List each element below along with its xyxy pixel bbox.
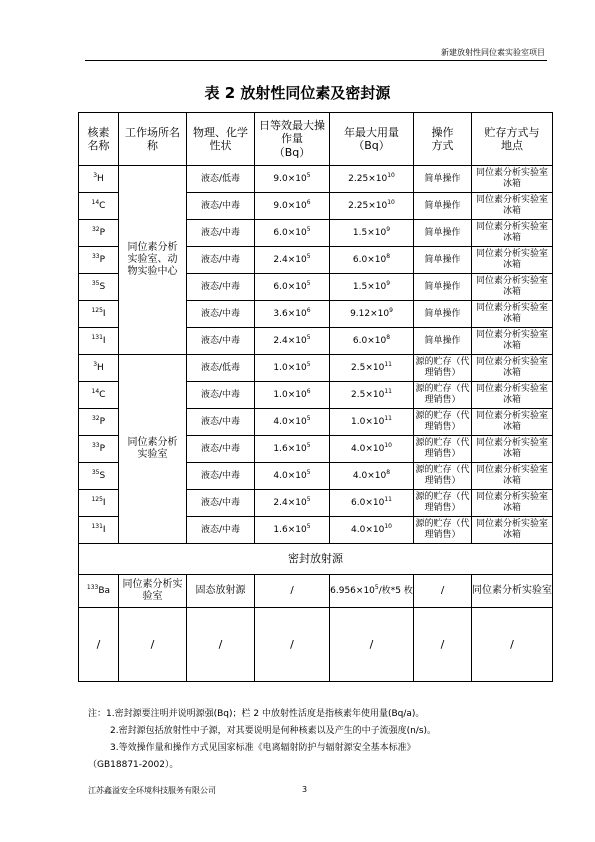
value-exponent: 5 bbox=[374, 583, 379, 591]
element-symbol: S bbox=[99, 470, 106, 481]
slash-text: / bbox=[510, 637, 514, 651]
value-mantissa: 1.5×10 bbox=[352, 227, 387, 238]
value-exponent: 9 bbox=[389, 306, 393, 314]
storage-text: 同位素分析实验室冰箱 bbox=[475, 276, 548, 297]
cell-empty bbox=[187, 608, 255, 682]
cell-daily-max bbox=[255, 247, 330, 274]
cell-form bbox=[187, 436, 255, 463]
mass-number: 33 bbox=[91, 441, 100, 449]
storage-text: 同位素分析实验室冰箱 bbox=[475, 465, 548, 486]
mass-number: 3 bbox=[93, 171, 98, 179]
cell-empty bbox=[119, 608, 187, 682]
element-symbol: Ba bbox=[98, 585, 111, 596]
cell-nuclide bbox=[79, 328, 119, 355]
cell-form bbox=[187, 220, 255, 247]
cell-annual-max bbox=[330, 274, 414, 301]
operation-text: 简单操作 bbox=[424, 254, 461, 265]
value-exponent: 9 bbox=[386, 279, 391, 287]
element-symbol: C bbox=[99, 389, 106, 400]
value-exponent: 5 bbox=[306, 279, 311, 287]
header-text: 贮存方式与 地点 bbox=[484, 125, 540, 152]
cell-storage bbox=[472, 436, 553, 463]
value-exponent: 5 bbox=[306, 252, 311, 260]
cell-form bbox=[187, 274, 255, 301]
value-exponent: 8 bbox=[386, 252, 391, 260]
storage-text: 同位素分析实验室冰箱 bbox=[475, 357, 548, 378]
cell-location bbox=[119, 166, 187, 355]
value-exponent: 5 bbox=[306, 468, 311, 476]
element-symbol: C bbox=[99, 200, 106, 211]
cell-location bbox=[119, 355, 187, 544]
cell-operation bbox=[414, 166, 472, 193]
element-symbol: H bbox=[97, 173, 104, 184]
operation-text: 源的贮存（代理销售） bbox=[415, 384, 470, 405]
page-number: 3 bbox=[302, 785, 308, 794]
header-text: 核素 名称 bbox=[87, 125, 110, 152]
mass-number: 133 bbox=[86, 583, 99, 591]
value-mantissa: 4.0×10 bbox=[273, 416, 307, 427]
cell-operation bbox=[414, 517, 472, 544]
location-text: 同位素分析 实验室、动 物实验中心 bbox=[127, 242, 178, 277]
value-mantissa: 1.0×10 bbox=[273, 389, 307, 400]
cell-form bbox=[187, 166, 255, 193]
cell-operation bbox=[414, 436, 472, 463]
table-row bbox=[79, 166, 553, 193]
value-mantissa: 9.0×10 bbox=[273, 173, 307, 184]
isotope-table bbox=[78, 112, 553, 682]
storage-text: 同位素分析实验室冰箱 bbox=[475, 519, 548, 540]
col-header-operation bbox=[414, 113, 472, 166]
cell-annual-max bbox=[330, 355, 414, 382]
value-mantissa: 2.4×10 bbox=[273, 254, 307, 265]
element-symbol: P bbox=[99, 227, 106, 238]
cell-annual-max bbox=[330, 220, 414, 247]
section-heading bbox=[79, 544, 553, 575]
cell-form bbox=[187, 517, 255, 544]
value-text: / bbox=[290, 585, 294, 596]
value-mantissa: 6.0×10 bbox=[273, 281, 307, 292]
cell-annual-max bbox=[330, 575, 414, 608]
cell-daily-max bbox=[255, 517, 330, 544]
storage-text: 同位素分析实验室冰箱 bbox=[475, 249, 548, 270]
storage-text: 同位素分析实验室冰箱 bbox=[475, 330, 548, 351]
cell-storage bbox=[472, 247, 553, 274]
cell-daily-max bbox=[255, 193, 330, 220]
cell-annual-max bbox=[330, 166, 414, 193]
mass-number: 131 bbox=[91, 522, 103, 530]
mass-number: 125 bbox=[91, 495, 103, 503]
cell-operation bbox=[414, 382, 472, 409]
cell-daily-max bbox=[255, 274, 330, 301]
form-text: 液态/中毒 bbox=[200, 281, 241, 292]
cell-operation bbox=[414, 301, 472, 328]
col-header-annual-max bbox=[330, 113, 414, 166]
cell-daily-max bbox=[255, 220, 330, 247]
operation-text: 源的贮存（代理销售） bbox=[415, 357, 470, 378]
value-exponent: 8 bbox=[386, 468, 391, 476]
cell-nuclide bbox=[79, 247, 119, 274]
value-exponent: 8 bbox=[386, 333, 391, 341]
storage-text: 同位素分析实验室冰箱 bbox=[475, 384, 548, 405]
cell-storage bbox=[472, 274, 553, 301]
storage-text: 同位素分析实验室冰箱 bbox=[475, 303, 548, 324]
cell-form bbox=[187, 463, 255, 490]
value-mantissa: 2.4×10 bbox=[273, 497, 307, 508]
cell-daily-max bbox=[255, 575, 330, 608]
value-exponent: 5 bbox=[306, 333, 311, 341]
table-row bbox=[79, 608, 553, 682]
value-mantissa: 1.0×10 bbox=[273, 362, 307, 373]
cell-operation bbox=[414, 328, 472, 355]
slash-text: / bbox=[369, 637, 374, 651]
storage-text: 同位素分析实验室冰箱 bbox=[475, 411, 548, 432]
cell-location bbox=[119, 575, 187, 608]
cell-storage bbox=[472, 463, 553, 490]
section-heading-row bbox=[79, 544, 553, 575]
cell-storage bbox=[472, 301, 553, 328]
slash-text: / bbox=[218, 637, 223, 651]
slash-text: / bbox=[96, 637, 101, 651]
note-line: （GB18871-2002）。 bbox=[88, 760, 179, 770]
value-mantissa: 6.0×10 bbox=[352, 254, 387, 265]
value-mantissa: 2.5×10 bbox=[351, 362, 385, 373]
cell-nuclide bbox=[79, 409, 119, 436]
table-header-row bbox=[79, 113, 553, 166]
value-exponent: 10 bbox=[384, 522, 392, 530]
value-exponent: 11 bbox=[384, 414, 392, 422]
value-mantissa: 4.0×10 bbox=[351, 524, 385, 535]
cell-daily-max bbox=[255, 436, 330, 463]
cell-annual-max bbox=[330, 436, 414, 463]
value-exponent: 5 bbox=[306, 495, 311, 503]
cell-nuclide bbox=[79, 193, 119, 220]
cell-nuclide bbox=[79, 463, 119, 490]
value-mantissa: 1.6×10 bbox=[273, 443, 307, 454]
value-exponent: 5 bbox=[306, 414, 311, 422]
element-symbol: I bbox=[102, 497, 106, 508]
cell-operation bbox=[414, 220, 472, 247]
operation-text: 简单操作 bbox=[424, 308, 461, 319]
cell-operation bbox=[414, 463, 472, 490]
table-row bbox=[79, 575, 553, 608]
cell-storage bbox=[472, 490, 553, 517]
form-text: 液态/中毒 bbox=[200, 308, 241, 319]
mass-number: 131 bbox=[91, 333, 103, 341]
form-text: 固态放射源 bbox=[195, 585, 246, 596]
form-text: 液态/中毒 bbox=[200, 227, 241, 238]
mass-number: 35 bbox=[91, 279, 100, 287]
storage-text: 同位素分析实验室冰箱 bbox=[475, 222, 548, 243]
header-text: 年最大用量 （Bq） bbox=[344, 125, 399, 152]
element-symbol: I bbox=[102, 524, 106, 535]
cell-form bbox=[187, 328, 255, 355]
cell-form bbox=[187, 247, 255, 274]
notes bbox=[88, 706, 553, 774]
value-mantissa: 9.12×10 bbox=[350, 308, 390, 319]
value-exponent: 5 bbox=[306, 225, 311, 233]
operation-text: 源的贮存（代理销售） bbox=[415, 492, 470, 513]
value-mantissa: 4.0×10 bbox=[273, 470, 307, 481]
cell-storage bbox=[472, 575, 553, 608]
table-title: 表 2 放射性同位素及密封源 bbox=[204, 84, 391, 102]
cell-nuclide bbox=[79, 274, 119, 301]
cell-storage bbox=[472, 193, 553, 220]
header-text: 日等效最大操 作量 （Bq） bbox=[259, 119, 325, 159]
cell-annual-max bbox=[330, 301, 414, 328]
slash-text: / bbox=[290, 637, 294, 651]
value-exponent: 6 bbox=[306, 306, 311, 314]
element-symbol: I bbox=[102, 308, 106, 319]
form-text: 液态/中毒 bbox=[200, 470, 241, 481]
slash-text: / bbox=[150, 637, 155, 651]
cell-storage bbox=[472, 517, 553, 544]
header-divider bbox=[85, 60, 547, 61]
operation-text: 源的贮存（代理销售） bbox=[415, 465, 470, 486]
value-mantissa: 6.0×10 bbox=[351, 497, 385, 508]
col-header-daily-max bbox=[255, 113, 330, 166]
mass-number: 14 bbox=[91, 198, 100, 206]
value-exponent: 11 bbox=[384, 387, 392, 395]
value-mantissa: 1.0×10 bbox=[351, 416, 385, 427]
form-text: 液态/中毒 bbox=[200, 443, 241, 454]
cell-annual-max bbox=[330, 382, 414, 409]
col-header-nuclide bbox=[79, 113, 119, 166]
element-symbol: H bbox=[97, 362, 104, 373]
operation-text: / bbox=[440, 585, 445, 596]
cell-nuclide bbox=[79, 436, 119, 463]
cell-daily-max bbox=[255, 328, 330, 355]
mass-number: 32 bbox=[91, 414, 100, 422]
cell-annual-max bbox=[330, 517, 414, 544]
mass-number: 14 bbox=[91, 387, 100, 395]
mass-number: 33 bbox=[91, 252, 100, 260]
storage-text: 同位素分析实验室冰箱 bbox=[475, 168, 548, 189]
value-exponent: 6 bbox=[306, 387, 311, 395]
cell-empty bbox=[472, 608, 553, 682]
cell-storage bbox=[472, 220, 553, 247]
operation-text: 简单操作 bbox=[424, 200, 461, 211]
footer-company: 江苏鑫溢安全环境科技服务有限公司 bbox=[88, 786, 216, 795]
cell-operation bbox=[414, 355, 472, 382]
value-mantissa: 6.956×10 bbox=[330, 585, 375, 596]
value-exponent: 5 bbox=[306, 522, 311, 530]
value-mantissa: 2.25×10 bbox=[348, 173, 388, 184]
value-exponent: 10 bbox=[384, 441, 392, 449]
value-exponent: 9 bbox=[386, 225, 391, 233]
value-exponent: 5 bbox=[306, 360, 311, 368]
value-exponent: 5 bbox=[306, 441, 311, 449]
location-text: 同位素分析实验室 bbox=[122, 579, 183, 602]
form-text: 液态/中毒 bbox=[200, 524, 241, 535]
operation-text: 源的贮存（代理销售） bbox=[415, 411, 470, 432]
operation-text: 源的贮存（代理销售） bbox=[415, 519, 470, 540]
cell-daily-max bbox=[255, 382, 330, 409]
value-mantissa: 3.6×10 bbox=[273, 308, 307, 319]
operation-text: 简单操作 bbox=[424, 281, 461, 292]
value-mantissa: 2.25×10 bbox=[348, 200, 388, 211]
form-text: 液态/中毒 bbox=[200, 254, 241, 265]
cell-storage bbox=[472, 355, 553, 382]
element-symbol: S bbox=[99, 281, 106, 292]
cell-daily-max bbox=[255, 166, 330, 193]
cell-nuclide bbox=[79, 355, 119, 382]
cell-annual-max bbox=[330, 463, 414, 490]
cell-empty bbox=[330, 608, 414, 682]
value-exponent: 5 bbox=[306, 171, 311, 179]
storage-text: 同位素分析实验室 bbox=[472, 585, 552, 596]
slash-text: / bbox=[440, 637, 445, 651]
cell-form bbox=[187, 355, 255, 382]
cell-storage bbox=[472, 328, 553, 355]
cell-daily-max bbox=[255, 463, 330, 490]
element-symbol: P bbox=[99, 416, 106, 427]
cell-form bbox=[187, 409, 255, 436]
value-exponent: 6 bbox=[306, 198, 311, 206]
cell-daily-max bbox=[255, 355, 330, 382]
element-symbol: P bbox=[99, 443, 106, 454]
cell-operation bbox=[414, 247, 472, 274]
note-line: 3.等效操作量和操作方式见国家标准《电离辐射防护与辐射源安全基本标准》 bbox=[110, 743, 416, 753]
cell-storage bbox=[472, 382, 553, 409]
cell-form bbox=[187, 193, 255, 220]
cell-daily-max bbox=[255, 409, 330, 436]
cell-empty bbox=[414, 608, 472, 682]
value-mantissa: 2.5×10 bbox=[351, 389, 385, 400]
operation-text: 简单操作 bbox=[424, 173, 461, 184]
cell-nuclide bbox=[79, 517, 119, 544]
value-mantissa: 4.0×10 bbox=[351, 443, 385, 454]
form-text: 液态/低毒 bbox=[200, 173, 241, 184]
value-mantissa: 2.4×10 bbox=[273, 335, 307, 346]
value-suffix: /枚*5 枚 bbox=[378, 585, 413, 596]
note-line: 注：1.密封源要注明并说明源强(Bq)；栏 2 中放射性活度是指核素年使用量(Bq/a)。 bbox=[88, 709, 425, 719]
cell-operation bbox=[414, 274, 472, 301]
operation-text: 简单操作 bbox=[424, 335, 461, 346]
storage-text: 同位素分析实验室冰箱 bbox=[475, 195, 548, 216]
element-symbol: P bbox=[99, 254, 106, 265]
cell-nuclide bbox=[79, 166, 119, 193]
value-mantissa: 6.0×10 bbox=[273, 227, 307, 238]
cell-operation bbox=[414, 409, 472, 436]
cell-nuclide bbox=[79, 301, 119, 328]
mass-number: 3 bbox=[93, 360, 98, 368]
operation-text: 简单操作 bbox=[424, 227, 461, 238]
col-header-location bbox=[119, 113, 187, 166]
mass-number: 125 bbox=[91, 306, 103, 314]
cell-nuclide bbox=[79, 490, 119, 517]
value-exponent: 11 bbox=[384, 360, 392, 368]
cell-storage bbox=[472, 409, 553, 436]
value-mantissa: 6.0×10 bbox=[352, 335, 387, 346]
cell-nuclide bbox=[79, 575, 119, 608]
cell-annual-max bbox=[330, 193, 414, 220]
cell-daily-max bbox=[255, 301, 330, 328]
cell-form bbox=[187, 382, 255, 409]
cell-form bbox=[187, 301, 255, 328]
value-mantissa: 1.5×10 bbox=[352, 281, 387, 292]
operation-text: 源的贮存（代理销售） bbox=[415, 438, 470, 459]
cell-operation bbox=[414, 490, 472, 517]
header-text: 工作场所名 称 bbox=[125, 125, 180, 152]
table-row bbox=[79, 355, 553, 382]
form-text: 液态/中毒 bbox=[200, 416, 241, 427]
form-text: 液态/低毒 bbox=[200, 362, 241, 373]
cell-daily-max bbox=[255, 490, 330, 517]
storage-text: 同位素分析实验室冰箱 bbox=[475, 492, 548, 513]
document-header: 新建放射性同位素实验室项目 bbox=[441, 48, 545, 57]
table-body bbox=[79, 166, 553, 682]
form-text: 液态/中毒 bbox=[200, 200, 241, 211]
mass-number: 35 bbox=[91, 468, 100, 476]
value-exponent: 10 bbox=[387, 198, 395, 206]
value-mantissa: 1.6×10 bbox=[273, 524, 307, 535]
location-text: 同位素分析 实验室 bbox=[127, 437, 178, 460]
storage-text: 同位素分析实验室冰箱 bbox=[475, 438, 548, 459]
header-text: 操作 方式 bbox=[431, 125, 454, 152]
cell-empty bbox=[255, 608, 330, 682]
note-line: 2.密封源包括放射性中子源，对其要说明是何种核素以及产生的中子流强度(n/s)。 bbox=[110, 726, 437, 736]
cell-storage bbox=[472, 166, 553, 193]
cell-form bbox=[187, 490, 255, 517]
cell-nuclide bbox=[79, 382, 119, 409]
cell-annual-max bbox=[330, 328, 414, 355]
col-header-form bbox=[187, 113, 255, 166]
header-text: 物理、化学 性状 bbox=[193, 125, 248, 152]
element-symbol: I bbox=[102, 335, 106, 346]
form-text: 液态/中毒 bbox=[200, 335, 241, 346]
value-exponent: 10 bbox=[387, 171, 395, 179]
cell-form bbox=[187, 575, 255, 608]
value-exponent: 11 bbox=[384, 495, 392, 503]
value-mantissa: 9.0×10 bbox=[273, 200, 307, 211]
col-header-storage bbox=[472, 113, 553, 166]
form-text: 液态/中毒 bbox=[200, 497, 241, 508]
cell-empty bbox=[79, 608, 119, 682]
cell-nuclide bbox=[79, 220, 119, 247]
cell-annual-max bbox=[330, 247, 414, 274]
cell-annual-max bbox=[330, 409, 414, 436]
section-heading-text: 密封放射源 bbox=[288, 552, 343, 566]
cell-operation bbox=[414, 193, 472, 220]
cell-annual-max bbox=[330, 490, 414, 517]
mass-number: 32 bbox=[91, 225, 100, 233]
form-text: 液态/中毒 bbox=[200, 389, 241, 400]
value-mantissa: 4.0×10 bbox=[352, 470, 387, 481]
cell-operation bbox=[414, 575, 472, 608]
